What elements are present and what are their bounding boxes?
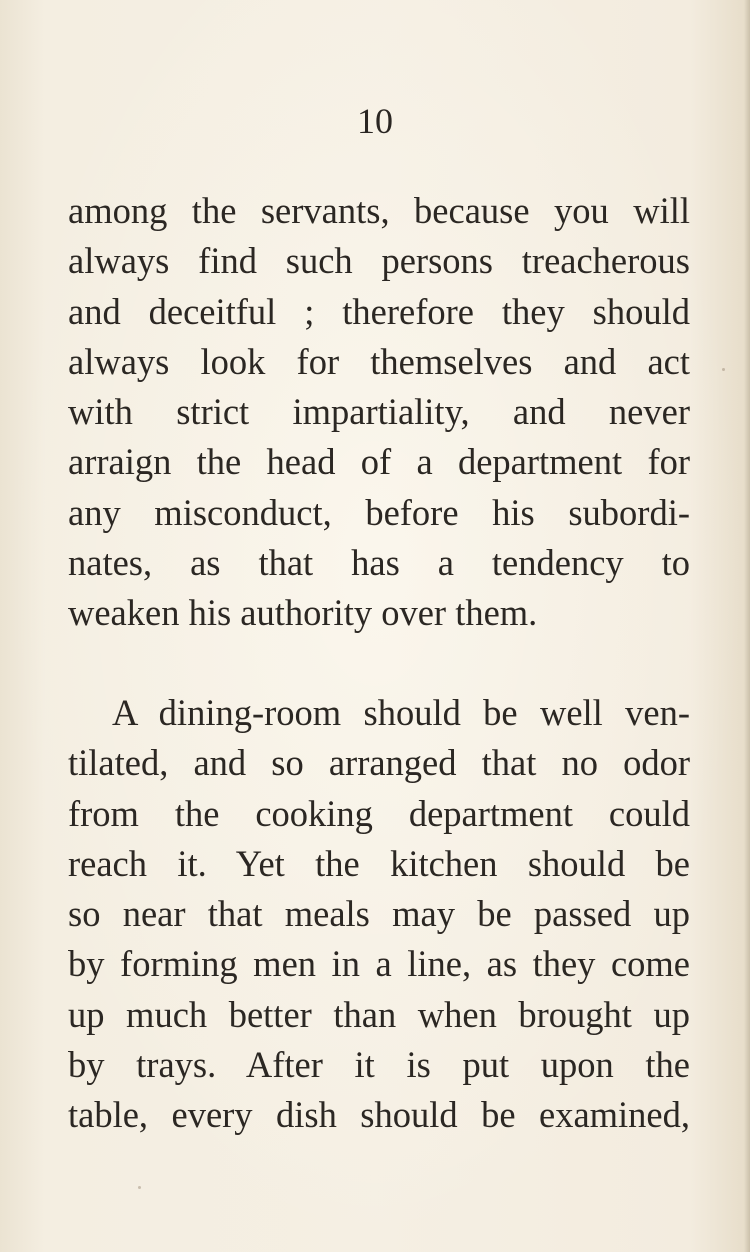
text-line: up much better than when brought up bbox=[68, 993, 690, 1035]
text-line: always look for themselves and act bbox=[68, 340, 690, 382]
text-line: A dining-room should be well ven- bbox=[112, 692, 690, 733]
text-line: with strict impartiality, and never bbox=[68, 391, 690, 433]
text-line: always find such persons treacherous bbox=[68, 240, 690, 282]
text-line: by forming men in a line, as they come bbox=[68, 943, 690, 985]
page-edge-shadow bbox=[744, 0, 750, 1252]
page-number: 10 bbox=[357, 101, 393, 141]
text-line: from the cooking department could bbox=[68, 792, 690, 834]
paragraph-2 bbox=[68, 688, 690, 1141]
text-line: tilated, and so arranged that no odor bbox=[68, 742, 690, 784]
text-line: among the servants, because you will bbox=[68, 190, 690, 231]
text-line: arraign the head of a department for bbox=[68, 441, 690, 483]
paper-speck bbox=[722, 368, 725, 371]
paragraph-1 bbox=[68, 186, 690, 639]
text-line: weaken his authority over them. bbox=[68, 592, 538, 634]
text-line: any misconduct, before his subordi- bbox=[68, 491, 690, 533]
text-line: nates, as that has a tendency to bbox=[68, 542, 690, 584]
text-line: reach it. Yet the kitchen should be bbox=[68, 842, 690, 884]
text-line: table, every dish should be examined, bbox=[68, 1094, 690, 1136]
text-line: and deceitful ; therefore they should bbox=[68, 290, 690, 332]
paper-speck bbox=[138, 1186, 141, 1189]
text-line: by trays. After it is put upon the bbox=[68, 1044, 690, 1086]
text-line: so near that meals may be passed up bbox=[68, 893, 690, 935]
